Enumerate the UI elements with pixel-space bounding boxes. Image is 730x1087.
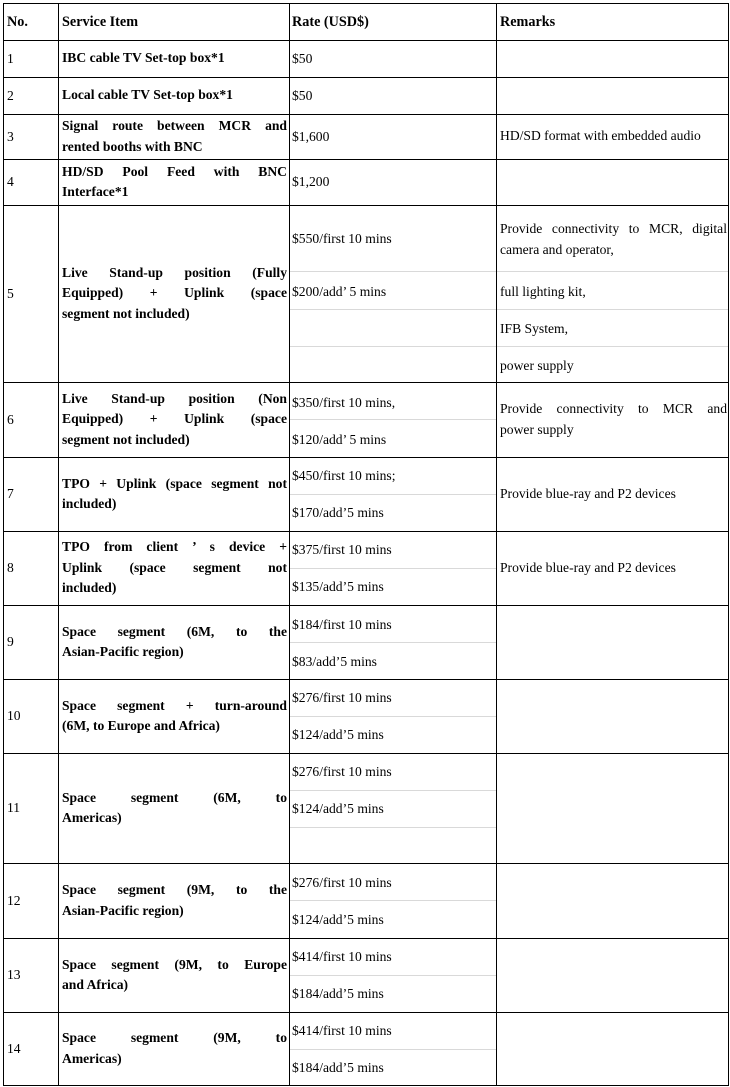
- row-number: 7: [7, 486, 14, 501]
- service-item-line: (6M, to Europe and Africa): [62, 718, 220, 733]
- row-divider: [3, 679, 729, 680]
- table-border-right: [728, 3, 729, 1086]
- rate-value: $120/add’ 5 mins: [292, 432, 387, 447]
- rate-sub-divider: [290, 494, 496, 495]
- remark-line: power supply: [500, 358, 574, 373]
- service-item-line: Live Stand-up position (Non: [62, 390, 287, 406]
- rate-value: $350/first 10 mins,: [292, 395, 396, 410]
- remark-sub-divider: [497, 309, 728, 310]
- rate-sub-divider: [290, 309, 496, 310]
- service-item-line: Space segment (9M, to the: [62, 882, 287, 897]
- row-number: 4: [7, 174, 14, 189]
- service-item-line: Americas): [62, 1050, 122, 1066]
- remark-sub-divider: [497, 271, 728, 272]
- rate-sub-divider: [290, 716, 496, 717]
- rate-sub-divider: [290, 568, 496, 569]
- remark-line: Provide blue-ray and P2 devices: [500, 559, 676, 575]
- service-item-line: Uplink (space segment not: [62, 559, 287, 575]
- rate-value: $375/first 10 mins: [292, 542, 392, 557]
- service-item-line: Space segment (6M, to the: [62, 623, 287, 639]
- service-item-line: Signal route between MCR and: [62, 118, 287, 133]
- remark-line: Provide connectivity to MCR and: [500, 400, 727, 416]
- service-item-line: Space segment + turn-around: [62, 697, 287, 713]
- rate-sub-divider: [290, 827, 496, 828]
- row-divider: [3, 753, 729, 754]
- service-item-line: rented booths with BNC: [62, 138, 203, 154]
- row-divider: [3, 1012, 729, 1013]
- service-item-line: IBC cable TV Set-top box*1: [62, 50, 225, 66]
- rate-sub-divider: [290, 271, 496, 272]
- rate-value: $550/first 10 mins: [292, 231, 392, 246]
- row-divider: [3, 457, 729, 458]
- service-item-line: TPO from client ’ s device +: [62, 539, 287, 555]
- rate-value: $50: [292, 50, 313, 66]
- column-divider: [58, 3, 59, 1086]
- service-item-line: Local cable TV Set-top box*1: [62, 87, 233, 103]
- rate-value: $1,600: [292, 128, 330, 144]
- row-number: 2: [7, 87, 14, 103]
- rate-value: $83/add’5 mins: [292, 654, 377, 669]
- service-item-line: included): [62, 496, 117, 511]
- row-divider: [3, 863, 729, 864]
- rate-value: $50: [292, 87, 313, 103]
- rate-value: $276/first 10 mins: [292, 764, 392, 779]
- header-remarks: Remarks: [500, 14, 556, 30]
- service-item-line: Asian-Pacific region): [62, 902, 184, 918]
- remark-sub-divider: [497, 346, 728, 347]
- service-item-line: Space segment (9M, to: [62, 1030, 287, 1045]
- service-item-line: and Africa): [62, 977, 129, 992]
- rate-value: $184/add’5 mins: [292, 986, 384, 1001]
- service-item-line: Equipped) + Uplink (space: [62, 411, 287, 427]
- service-item-line: Space segment (6M, to: [62, 789, 287, 805]
- rate-value: $414/first 10 mins: [292, 1023, 392, 1038]
- row-number: 13: [7, 967, 21, 982]
- service-item-line: TPO + Uplink (space segment not: [62, 475, 287, 491]
- service-item-line: segment not included): [62, 305, 190, 321]
- service-item-line: included): [62, 580, 117, 596]
- row-divider: [3, 205, 729, 206]
- service-item-line: segment not included): [62, 431, 190, 447]
- rate-value: $124/add’5 mins: [292, 912, 384, 927]
- service-item-line: Interface*1: [62, 184, 129, 199]
- row-divider: [3, 1085, 729, 1086]
- service-item-line: HD/SD Pool Feed with BNC: [62, 163, 287, 179]
- row-divider: [3, 938, 729, 939]
- rate-value: $184/first 10 mins: [292, 617, 392, 632]
- rate-sub-divider: [290, 346, 496, 347]
- remark-line: Provide connectivity to MCR, digital: [500, 221, 727, 236]
- remark-line: full lighting kit,: [500, 284, 586, 299]
- row-divider: [3, 531, 729, 532]
- service-item-line: Live Stand-up position (Fully: [62, 264, 287, 280]
- row-number: 14: [7, 1040, 21, 1056]
- service-item-line: Equipped) + Uplink (space: [62, 285, 287, 301]
- remark-line: HD/SD format with embedded audio: [500, 128, 701, 143]
- rate-sub-divider: [290, 419, 496, 420]
- rate-value: $135/add’5 mins: [292, 579, 384, 594]
- row-number: 8: [7, 560, 14, 575]
- rate-sub-divider: [290, 975, 496, 976]
- row-number: 11: [7, 800, 21, 815]
- row-number: 6: [7, 411, 14, 427]
- rate-value: $200/add’ 5 mins: [292, 284, 387, 299]
- remark-line: power supply: [500, 421, 574, 437]
- service-item-line: Asian-Pacific region): [62, 644, 184, 659]
- rate-value: $170/add’5 mins: [292, 505, 384, 520]
- rate-value: $1,200: [292, 174, 330, 189]
- remark-line: camera and operator,: [500, 242, 614, 257]
- row-number: 9: [7, 634, 14, 649]
- row-number: 1: [7, 50, 14, 66]
- row-number: 12: [7, 892, 21, 908]
- rate-value: $276/first 10 mins: [292, 690, 392, 705]
- row-divider: [3, 114, 729, 115]
- rate-value: $124/add’5 mins: [292, 727, 384, 742]
- rate-value: $276/first 10 mins: [292, 875, 392, 890]
- row-number: 3: [7, 128, 14, 144]
- remark-line: Provide blue-ray and P2 devices: [500, 485, 676, 501]
- rate-sub-divider: [290, 790, 496, 791]
- row-number: 10: [7, 708, 21, 723]
- row-divider: [3, 77, 729, 78]
- header-no: No.: [7, 14, 28, 30]
- column-divider: [289, 3, 290, 1086]
- row-number: 5: [7, 285, 14, 301]
- table-border-top: [3, 3, 729, 4]
- column-divider: [496, 3, 497, 1086]
- rate-value: $414/first 10 mins: [292, 949, 392, 964]
- header-service-item: Service Item: [62, 14, 139, 30]
- row-divider: [3, 159, 729, 160]
- rate-sub-divider: [290, 642, 496, 643]
- rate-value: $124/add’5 mins: [292, 801, 384, 816]
- service-item-line: Space segment (9M, to Europe: [62, 956, 287, 972]
- rate-sub-divider: [290, 900, 496, 901]
- rate-value: $184/add’5 mins: [292, 1060, 384, 1075]
- rate-value: $450/first 10 mins;: [292, 468, 396, 483]
- header-rate: Rate (USD$): [292, 14, 369, 30]
- rate-sub-divider: [290, 1049, 496, 1050]
- service-item-line: Americas): [62, 810, 122, 825]
- row-divider: [3, 605, 729, 606]
- row-divider: [3, 382, 729, 383]
- table-border-left: [3, 3, 4, 1086]
- row-divider: [3, 40, 729, 41]
- remark-line: IFB System,: [500, 321, 568, 336]
